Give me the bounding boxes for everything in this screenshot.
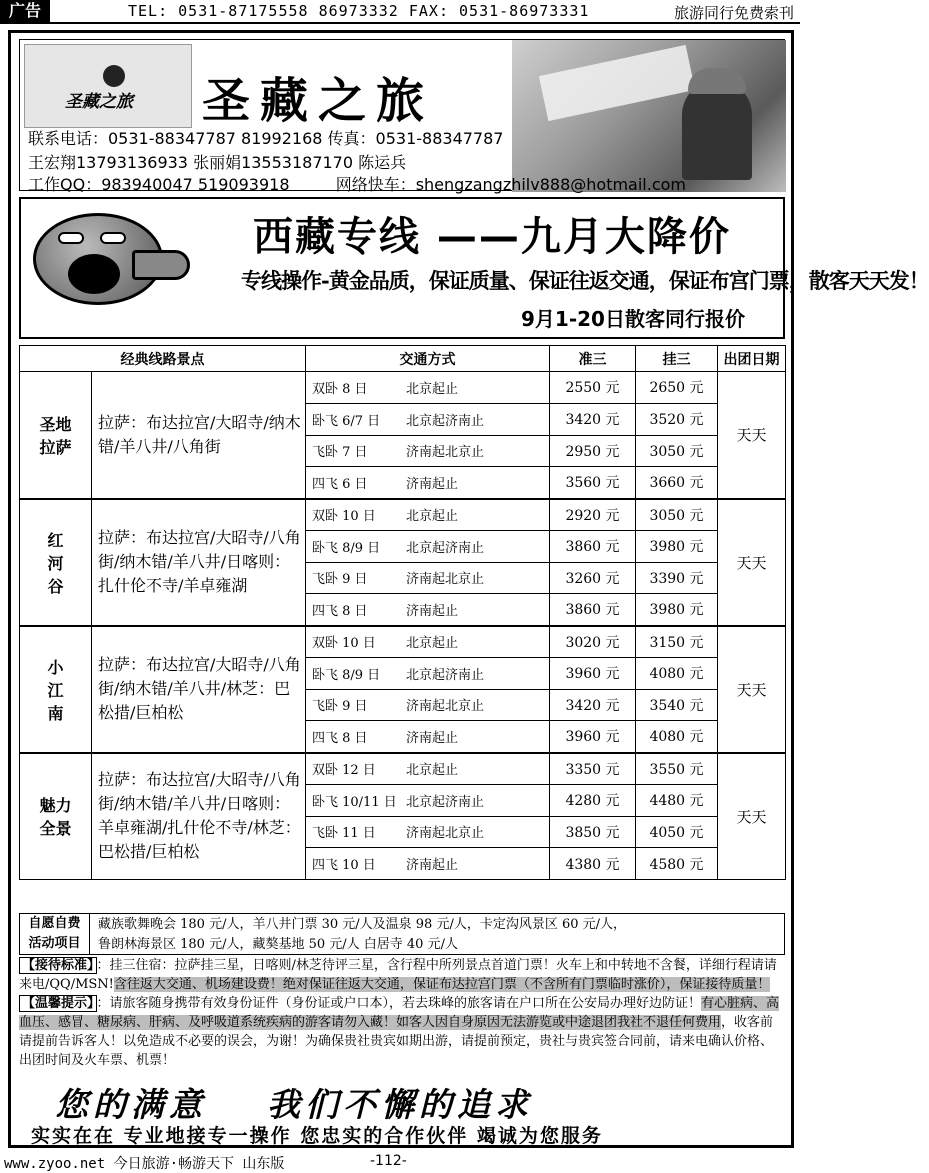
- page-footer: [0, 1150, 800, 1172]
- departure-date: 天天: [718, 753, 786, 880]
- transport-cell: [306, 626, 550, 658]
- transport-cell: [306, 753, 550, 785]
- departure-date: 天天: [718, 626, 786, 753]
- transport-route: 济南起止: [406, 858, 459, 874]
- transport-route: 北京起止: [406, 763, 459, 779]
- table-row: [20, 753, 786, 785]
- standard-highlight: 含往返大交通、机场建设费！绝对保证往返大交通，保证布达拉宫门票（不含所有门票临时涨价），保证接待质量！: [113, 977, 771, 992]
- transport-cell: [306, 784, 550, 816]
- sun-icon: [103, 65, 125, 87]
- promo-subtitle: 专线操作-黄金品质，保证质量、保证往返交通，保证布宫门票，散客天天发！: [241, 268, 929, 293]
- departure-date: 天天: [718, 372, 786, 499]
- slogan-main: 您的满意 我们不懈的追求: [55, 1085, 533, 1124]
- transport-mode: 四飞 10 日: [312, 858, 376, 874]
- price-rated-3: 3980 元: [636, 594, 718, 626]
- transport-mode: 四飞 6 日: [312, 476, 368, 492]
- col-header: 准三: [550, 346, 636, 372]
- transport-cell: [306, 721, 550, 753]
- free-copy-note: 旅游同行免费索刊: [673, 4, 794, 22]
- transport-route: 济南起北京止: [406, 699, 485, 715]
- transport-cell: [306, 530, 550, 562]
- optional-text: 藏族歌舞晚会 180 元/人，羊八井门票 30 元/人及温泉 98 元/人，卡定沟风景区 60 元/人， 鲁朗林海景区 180 元/人，藏獒基地 50 元/人 白居寺 40 元/人: [98, 917, 627, 952]
- qq-label: 工作QQ：983940047 519093918: [28, 175, 290, 194]
- price-rated-3: 3660 元: [636, 467, 718, 499]
- transport-mode: 卧飞 8/9 日: [312, 667, 381, 683]
- transport-mode: 飞卧 9 日: [312, 699, 368, 715]
- transport-route: 济南起北京止: [406, 826, 485, 842]
- route-name: 小 江 南: [20, 626, 92, 753]
- col-header: 经典线路景点: [20, 346, 306, 372]
- tips-tag: 【温馨提示】: [19, 995, 97, 1012]
- price-standard-3: 3860 元: [550, 594, 636, 626]
- route-spots: 拉萨：布达拉宫/大昭寺/八角街/纳木错/羊八井/日喀则：羊卓雍湖/扎什伦不寺/林芝：巴松措/巨柏松: [92, 753, 306, 880]
- price-rated-3: 3150 元: [636, 626, 718, 658]
- price-rated-3: 4480 元: [636, 784, 718, 816]
- notes-section: [19, 956, 785, 1070]
- transport-route: 济南起北京止: [406, 572, 485, 588]
- price-rated-3: 3980 元: [636, 530, 718, 562]
- transport-mode: 双卧 10 日: [312, 636, 376, 652]
- standard-tag: 【接待标准】: [19, 957, 97, 974]
- transport-cell: [306, 435, 550, 467]
- ad-frame: [8, 30, 929, 1148]
- agency-logo: [24, 44, 192, 128]
- transport-mode: 双卧 8 日: [312, 381, 368, 397]
- transport-mode: 卧飞 10/11 日: [312, 794, 397, 810]
- transport-route: 北京起止: [406, 381, 459, 397]
- table-row: [20, 626, 786, 658]
- route-name: 红 河 谷: [20, 499, 92, 626]
- transport-cell: [306, 816, 550, 848]
- col-header: 出团日期: [718, 346, 786, 372]
- price-standard-3: 2920 元: [550, 499, 636, 531]
- price-rated-3: 4050 元: [636, 816, 718, 848]
- price-standard-3: 3420 元: [550, 689, 636, 721]
- top-bar: [0, 0, 800, 24]
- transport-mode: 卧飞 6/7 日: [312, 413, 381, 429]
- route-name: 圣地 拉萨: [20, 372, 92, 499]
- transport-mode: 双卧 10 日: [312, 509, 376, 525]
- transport-route: 北京起止: [406, 509, 459, 525]
- transport-mode: 飞卧 7 日: [312, 445, 368, 461]
- price-standard-3: 3850 元: [550, 816, 636, 848]
- price-rated-3: 4080 元: [636, 657, 718, 689]
- transport-route: 北京起止: [406, 636, 459, 652]
- transport-route: 济南起止: [406, 730, 459, 746]
- price-standard-3: 4380 元: [550, 848, 636, 880]
- table-row: [20, 372, 786, 404]
- transport-route: 北京起济南止: [406, 413, 485, 429]
- transport-mode: 四飞 8 日: [312, 603, 368, 619]
- optional-activities: [19, 913, 785, 955]
- price-standard-3: 3960 元: [550, 657, 636, 689]
- price-standard-3: 3350 元: [550, 753, 636, 785]
- route-spots: 拉萨：布达拉宫/大昭寺/八角街/纳木错/羊八井/林芝：巴松措/巨柏松: [92, 626, 306, 753]
- price-standard-3: 3020 元: [550, 626, 636, 658]
- transport-route: 北京起济南止: [406, 540, 485, 556]
- promo-date: 9月1-20日散客同行报价: [521, 307, 745, 331]
- table-row: [20, 499, 786, 531]
- price-rated-3: 2650 元: [636, 372, 718, 404]
- price-standard-3: 4280 元: [550, 784, 636, 816]
- price-standard-3: 3960 元: [550, 721, 636, 753]
- transport-route: 济南起止: [406, 603, 459, 619]
- people-line: 王宏翔13793136933 张丽娟13553187170 陈运兵: [28, 153, 407, 172]
- ad-tag: 广告: [0, 0, 50, 22]
- brand-title: 圣藏之旅: [202, 73, 435, 129]
- transport-route: 北京起济南止: [406, 794, 485, 810]
- price-rated-3: 3050 元: [636, 499, 718, 531]
- transport-cell: [306, 562, 550, 594]
- promo-title: 西藏专线 ——九月大降价: [253, 214, 731, 260]
- top-contact: TEL: 0531-87175558 86973332 FAX: 0531-86973331: [128, 2, 590, 20]
- transport-cell: [306, 657, 550, 689]
- shouting-face-icon: [33, 213, 163, 305]
- health-warning: 有心脏病、高血压、感冒、糖尿病、肝病、及呼吸道系统疾病的游客请勿入藏！: [19, 996, 780, 1030]
- price-standard-3: 3420 元: [550, 403, 636, 435]
- transport-cell: [306, 848, 550, 880]
- khata-scarf-image: [539, 45, 695, 121]
- transport-mode: 卧飞 8/9 日: [312, 540, 381, 556]
- transport-cell: [306, 499, 550, 531]
- col-header: 交通方式: [306, 346, 550, 372]
- price-standard-3: 2550 元: [550, 372, 636, 404]
- price-table: [19, 345, 786, 880]
- route-name: 魅力 全景: [20, 753, 92, 880]
- hat-image: [688, 68, 746, 94]
- agency-header: [19, 39, 785, 194]
- refund-warning: 如客人因自身原因无法游览或中途退团我社不退任何费用: [396, 1015, 722, 1030]
- price-standard-3: 3560 元: [550, 467, 636, 499]
- price-standard-3: 3260 元: [550, 562, 636, 594]
- reception-standard: 【接待标准】 ：挂三住宿：拉萨挂三星，日喀则/林芝待评三星，含行程中所列景点首道门票！火车上和中转地不含餐，详细行程请请来电/QQ/MSN!含往返大交通、机场建设费！绝对保证往返大交通，保证布达拉宫门票（不含所有门票临时涨价），保证接待质量！: [19, 958, 777, 992]
- transport-cell: [306, 594, 550, 626]
- transport-mode: 双卧 12 日: [312, 763, 376, 779]
- optional-label: 自愿自费 活动项目: [20, 914, 90, 954]
- route-spots: 拉萨：布达拉宫/大昭寺/八角街/纳木错/羊八井/日喀则：扎什伦不寺/羊卓雍湖: [92, 499, 306, 626]
- transport-mode: 飞卧 9 日: [312, 572, 368, 588]
- logo-text: 圣藏之旅: [65, 92, 133, 112]
- tibetan-woman-image: [682, 80, 752, 180]
- price-rated-3: 3550 元: [636, 753, 718, 785]
- transport-mode: 飞卧 11 日: [312, 826, 376, 842]
- phone-line: 联系电话：0531-88347787 81992168 传真：0531-88347787: [28, 129, 504, 148]
- price-rated-3: 4580 元: [636, 848, 718, 880]
- departure-date: 天天: [718, 499, 786, 626]
- transport-route: 济南起北京止: [406, 445, 485, 461]
- megaphone-icon: [132, 250, 190, 280]
- route-spots: 拉萨：布达拉宫/大昭寺/纳木错/羊八井/八角街: [92, 372, 306, 499]
- transport-mode: 四飞 8 日: [312, 730, 368, 746]
- table-header-row: [20, 346, 786, 372]
- price-rated-3: 3390 元: [636, 562, 718, 594]
- transport-route: 北京起济南止: [406, 667, 485, 683]
- transport-route: 济南起止: [406, 476, 459, 492]
- promo-banner: [19, 197, 929, 339]
- price-standard-3: 3860 元: [550, 530, 636, 562]
- email-label: 网络快车：shengzangzhilv888@hotmail.com: [335, 175, 687, 194]
- qq-mail-line: [28, 172, 686, 195]
- transport-cell: [306, 403, 550, 435]
- slogan-sub: 实实在在 专业地接专一操作 您忠实的合作伙伴 竭诚为您服务: [31, 1125, 603, 1147]
- warm-tips: 【温馨提示】 ：请旅客随身携带有效身份证件（身份证或户口本），若去珠峰的旅客请在户口所在公安局办理好边防证！有心脏病、高血压、感冒、糖尿病、肝病、及呼吸道系统疾病的游客请勿入藏！如客人因自身原因无法游览或中途退团我社不退任何费用，收客前请提前告诉客人！以免造成不必要的误会，为谢！为确保贵社贵宾如期出游，请提前预定，贵社与贵宾签合同前，请来电确认价格、出团时间及火车票、机票！: [19, 996, 780, 1068]
- price-rated-3: 3050 元: [636, 435, 718, 467]
- transport-cell: [306, 467, 550, 499]
- col-header: 挂三: [636, 346, 718, 372]
- price-rated-3: 4080 元: [636, 721, 718, 753]
- footer-site: www.zyoo.net 今日旅游·畅游天下 山东版: [4, 1156, 285, 1172]
- price-standard-3: 2950 元: [550, 435, 636, 467]
- price-rated-3: 3540 元: [636, 689, 718, 721]
- tibet-photo: [512, 40, 786, 192]
- transport-cell: [306, 372, 550, 404]
- price-rated-3: 3520 元: [636, 403, 718, 435]
- transport-cell: [306, 689, 550, 721]
- page-number: -112-: [370, 1153, 407, 1169]
